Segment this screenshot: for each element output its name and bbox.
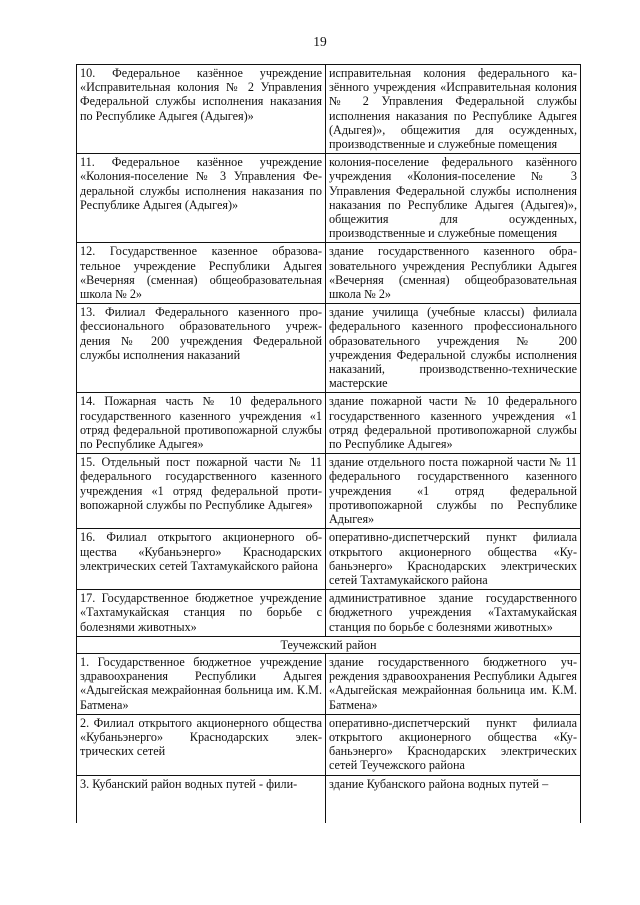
- object-cell: оперативно-диспетчерский пункт филиала открытого акционерного общества «Кубаньэнерго» Краснодарских электрических сетей Тахтамукайского района: [326, 529, 581, 590]
- object-cell: здание государственного бюджетного учреждения здравоохранения Республики Адыгея «Адыгейская межрайонная больница им. К.М. Батмена»: [326, 653, 581, 714]
- table-row: [77, 243, 581, 304]
- object-cell: колония-поселение федерального казённого учреждения «Колония-поселение № 3 Управления Федеральной службы исполнения наказания по Республике Адыгея (Адыгея)», общежития для осужденных, производственные и служебные помещения: [326, 154, 581, 243]
- organization-cell: 1. Государственное бюджетное учреждение здравоохранения Республики Адыгея «Адыгейская межрайонная больница им. К.М. Батмена»: [77, 653, 326, 714]
- object-cell: здание училища (учебные классы) филиала федерального казенного профессионального образовательного учреждения № 200 учреждения Федеральной службы исполнения наказаний, производственно-технические мастерские: [326, 304, 581, 393]
- organization-cell: 17. Государственное бюджетное учреждение «Тахтамукайская станция по борьбе с болезнями животных»: [77, 590, 326, 637]
- table-row: [77, 454, 581, 529]
- object-cell: оперативно-диспетчерский пункт филиала открытого акционерного общества «Кубаньэнерго» Краснодарских электрических сетей Теучежского района: [326, 714, 581, 775]
- organization-cell: 2. Филиал открытого акционерного общества «Кубаньэнерго» Краснодарских электрических сетей: [77, 714, 326, 775]
- table-row: [77, 775, 581, 823]
- table-row: [77, 529, 581, 590]
- facilities-table: [76, 64, 581, 823]
- organization-cell: 13. Филиал Федерального казенного профессионального образовательного учреждения № 200 учреждения Федеральной службы исполнения наказаний: [77, 304, 326, 393]
- organization-cell: 10. Федеральное казённое учреждение «Исправительная колония № 2 Управления Федеральной службы исполнения наказания по Республике Адыгея (Адыгея)»: [77, 65, 326, 154]
- object-cell: здание отдельного поста пожарной части № 11 федерального государственного казенного учреждения «1 отряд федеральной противопожарной службы по Республике Адыгея»: [326, 454, 581, 529]
- district-heading: Теучежский район: [77, 636, 581, 653]
- table-row: [77, 590, 581, 637]
- table-row: [77, 653, 581, 714]
- table-row: [77, 714, 581, 775]
- object-cell: административное здание государственного бюджетного учреждения «Тахтамукайская станция по борьбе с болезнями животных»: [326, 590, 581, 637]
- object-cell: исправительная колония федерального казённого учреждения «Исправительная колония № 2 Управления Федеральной службы исполнения наказания по Республике Адыгея (Адыгея)», общежития для осужденных, производственные и служебные помещения: [326, 65, 581, 154]
- object-cell: здание Кубанского района водных путей –: [326, 775, 581, 823]
- organization-cell: 15. Отдельный пост пожарной части № 11 федерального государственного казенного учреждения «1 отряд федеральной противопожарной службы по Республике Адыгея»: [77, 454, 326, 529]
- organization-cell: 11. Федеральное казённое учреждение «Колония-поселение № 3 Управления Федеральной службы исполнения наказания по Республике Адыгея (Адыгея)»: [77, 154, 326, 243]
- organization-cell: 12. Государственное казенное образовательное учреждение Республики Адыгея «Вечерняя (сменная) общеобразовательная школа № 2»: [77, 243, 326, 304]
- table-row: [77, 65, 581, 154]
- object-cell: здание государственного казенного образовательного учреждения Республики Адыгея «Вечерняя (сменная) общеобразовательная школа № 2»: [326, 243, 581, 304]
- table-row: [77, 393, 581, 454]
- organization-cell: 14. Пожарная часть № 10 федерального государственного казенного учреждения «1 отряд федеральной противопожарной службы по Республике Адыгея»: [77, 393, 326, 454]
- object-cell: здание пожарной части № 10 федерального государственного казенного учреждения «1 отряд федеральной противопожарной службы по Республике Адыгея»: [326, 393, 581, 454]
- table-row: [77, 304, 581, 393]
- section-header-row: [77, 636, 581, 653]
- table-row: [77, 154, 581, 243]
- organization-cell: 16. Филиал открытого акционерного общества «Кубаньэнерго» Краснодарских электрических сетей Тахтамукайского района: [77, 529, 326, 590]
- page-number: 19: [313, 34, 327, 49]
- organization-cell: 3. Кубанский район водных путей - фили-: [77, 775, 326, 823]
